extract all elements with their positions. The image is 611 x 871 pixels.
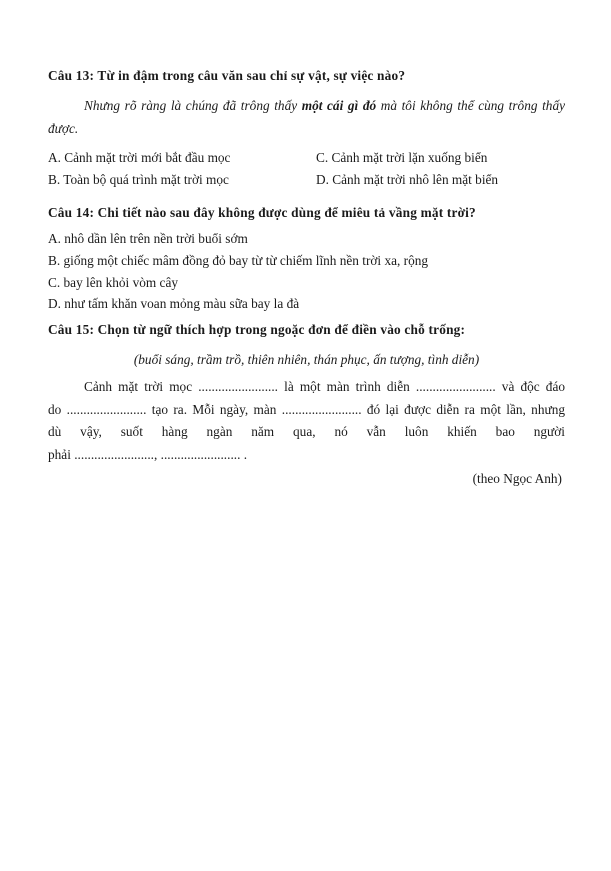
paragraph-line-3: dù vậy, suốt hàng ngàn năm qua, nó vẫn luôn khiến bao người (48, 424, 565, 440)
paragraph-line-4: phải ........................, ........................ . (48, 446, 248, 462)
word-bank: (buổi sáng, trầm trồ, thiên nhiên, thán phục, ấn tượng, tình diễn) (133, 352, 480, 368)
passage-line-2: được. (48, 120, 79, 136)
q13-option-a: A. Cảnh mặt trời mới bắt đầu mọc (48, 150, 231, 165)
question-14 (48, 203, 565, 315)
passage-text-pre: Nhưng rõ ràng là chúng đã trông thấy (84, 98, 302, 113)
q13-option-b: B. Toàn bộ quá trình mặt trời mọc (48, 172, 229, 187)
passage-bold-phrase: một cái gì đó (301, 98, 377, 113)
question-14-options (48, 228, 565, 315)
question-13-passage (48, 95, 565, 140)
question-15-heading: Câu 15: Chọn từ ngữ thích hợp trong ngoặc đơn để điền vào chỗ trống: (48, 322, 466, 338)
q13-option-d: D. Cảnh mặt trời nhô lên mặt biển (316, 172, 499, 187)
question-15 (48, 320, 565, 490)
q14-option-c: C. bay lên khỏi vòm cây (48, 274, 178, 290)
source-attribution: (theo Ngọc Anh) (472, 471, 562, 487)
paragraph-line-2: do ........................ tạo ra. Mỗi ngày, màn ........................ đó lại được diễn ra một lần, nhưng (48, 401, 565, 417)
question-14-heading: Câu 14: Chi tiết nào sau đây không được dùng để miêu tả vầng mặt trời? (48, 205, 476, 220)
fill-in-paragraph (48, 376, 565, 466)
q13-option-c: C. Cảnh mặt trời lặn xuống biển (316, 150, 488, 165)
passage-text-post: mà tôi không thể cùng trông thấy (376, 98, 565, 113)
question-13-heading: Câu 13: Từ in đậm trong câu văn sau chỉ sự vật, sự việc nào? (48, 68, 406, 83)
q14-option-d: D. như tấm khăn voan mỏng màu sữa bay la đà (48, 296, 300, 312)
paragraph-line-1: Cảnh mặt trời mọc ........................ là một màn trình diễn ........................ và độc đáo (84, 379, 565, 395)
passage-line-1 (48, 95, 565, 118)
question-13 (48, 66, 565, 191)
q14-option-a: A. nhô dần lên trên nền trời buổi sớm (48, 231, 248, 246)
question-13-options (48, 147, 565, 191)
q14-option-b: B. giống một chiếc mâm đồng đỏ bay từ từ chiếm lĩnh nền trời xa, rộng (48, 252, 429, 268)
